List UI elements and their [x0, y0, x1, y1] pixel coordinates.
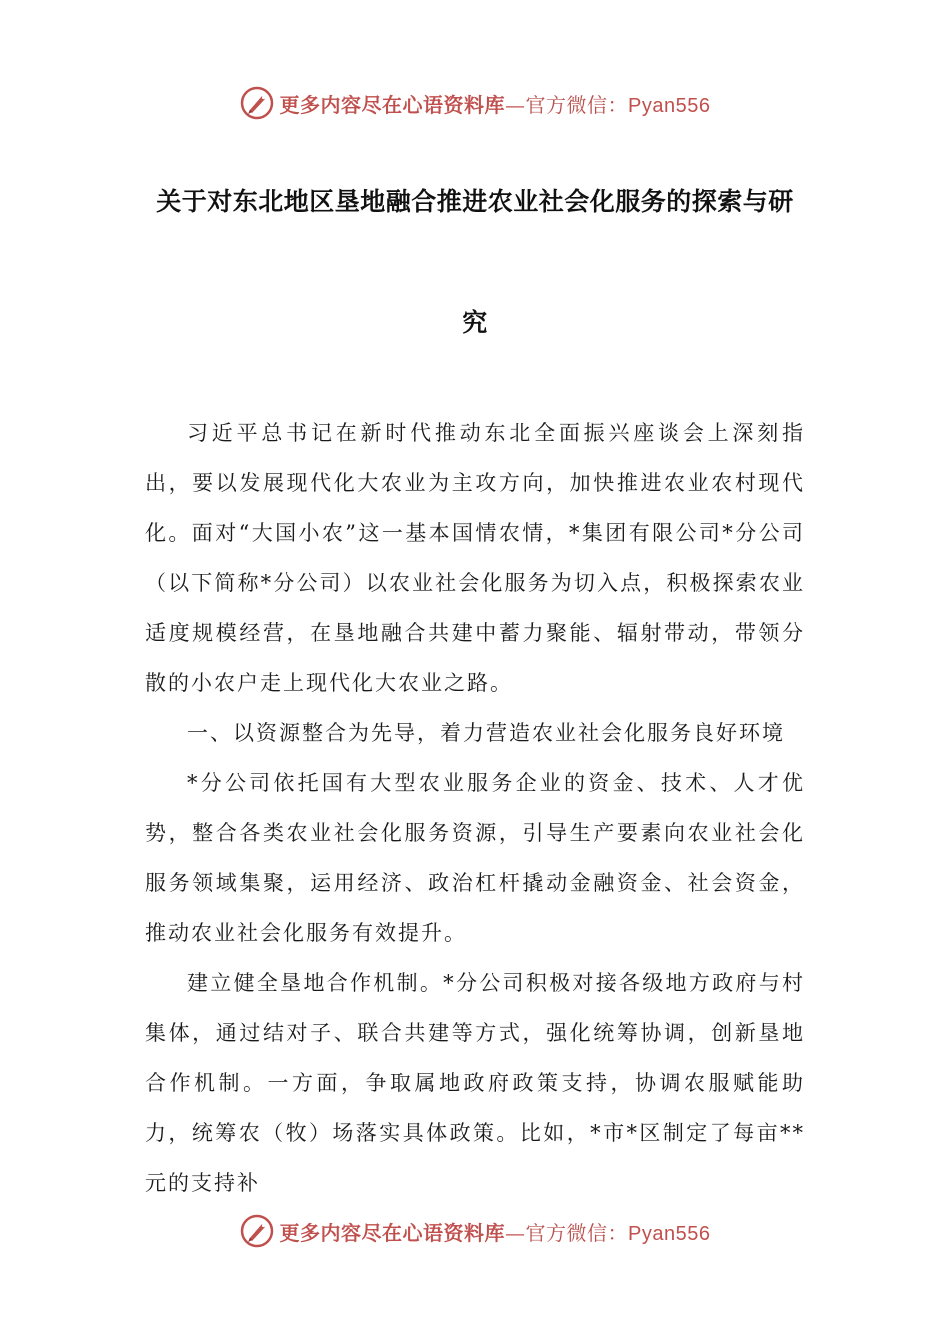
document-body — [145, 408, 805, 1208]
paragraph-mechanism: 建立健全垦地合作机制。*分公司积极对接各级地方政府与村集体，通过结对子、联合共建等方式，强化统筹协调，创新垦地合作机制。一方面，争取属地政府政策支持，协调农服赋能助力，统筹农（牧）场落实具体政策。比如，*市*区制定了每亩**元的支持补 — [145, 971, 805, 1195]
watermark-id: Pyan556 — [628, 1222, 711, 1245]
paragraph-intro: 习近平总书记在新时代推动东北全面振兴座谈会上深刻指出，要以发展现代化大农业为主攻方向，加快推进农业农村现代化。面对“大国小农”这一基本国情农情，*集团有限公司*分公司（以下简称*分公司）以农业社会化服务为切入点，积极探索农业适度规模经营，在垦地融合共建中蓄力聚能、辐射带动，带领分散的小农户走上现代化大农业之路。 — [145, 421, 805, 695]
watermark-id: Pyan556 — [628, 94, 711, 117]
watermark-dash: — — [505, 1220, 526, 1245]
watermark-sub: 官方微信： — [525, 1220, 629, 1245]
document-title-line1: 关于对东北地区垦地融合推进农业社会化服务的探索与研 — [156, 187, 794, 216]
watermark-text — [280, 1217, 711, 1246]
paragraph-section-heading: 一、以资源整合为先导，着力营造农业社会化服务良好环境 — [187, 721, 785, 745]
paragraph-resources: *分公司依托国有大型农业服务企业的资金、技术、人才优势，整合各类农业社会化服务资源，引导生产要素向农业社会化服务领域集聚，运用经济、政治杠杆撬动金融资金、社会资金，推动农业社会化服务有效提升。 — [145, 771, 805, 945]
watermark-main: 更多内容尽在心语资料库 — [279, 92, 506, 117]
watermark-dash: — — [505, 92, 526, 117]
watermark-header — [0, 83, 950, 123]
pen-logo-icon — [240, 86, 274, 120]
document-title-line2: 究 — [462, 308, 488, 337]
watermark-footer — [0, 1211, 950, 1251]
watermark-main: 更多内容尽在心语资料库 — [279, 1220, 506, 1245]
watermark-sub: 官方微信： — [525, 92, 629, 117]
watermark-text — [280, 89, 711, 118]
pen-logo-icon — [240, 1214, 274, 1248]
